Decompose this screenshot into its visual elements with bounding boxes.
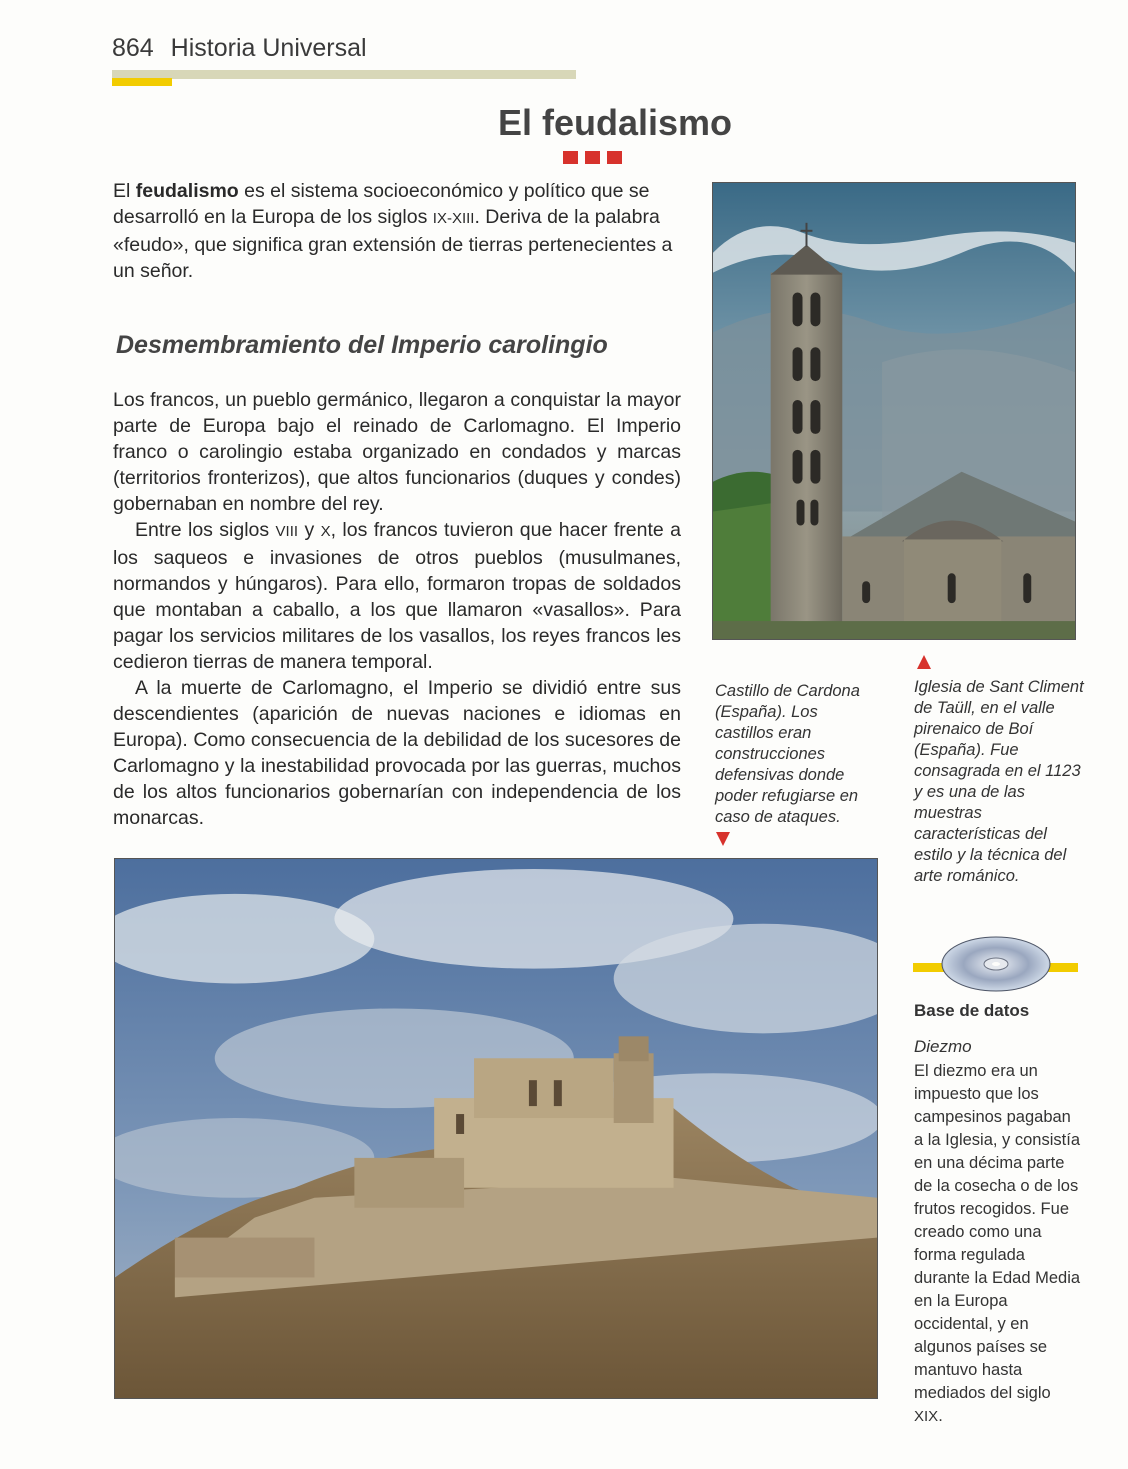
body-paragraph <box>113 517 681 675</box>
down-arrow-icon <box>716 832 730 846</box>
sidebar-text-run: El diezmo era un impuesto que los campesinos pagaban a la Iglesia, y consistía en una décima parte de la cosecha o de los frutos recogidos. Fue creado como una forma regulada durante la Edad Media en la Europa occidental, y en algunos países se mantuvo hasta mediados del siglo <box>914 1062 1081 1402</box>
sidebar-term: Diezmo <box>914 1037 972 1056</box>
body-paragraph: Los francos, un pueblo germánico, llegaron a conquistar la mayor parte de Europa bajo el reinado de Carlomagno. El Imperio franco o carolingio estaba organizado en condados y marcas (territorios fronterizos), que altos funcionarios (duques y condes) gobernaban en nombre del rey. <box>113 389 681 515</box>
title-ornament <box>563 151 622 164</box>
body-paragraph: A la muerte de Carlomagno, el Imperio se dividió entre sus descendientes (aparición de nuevas naciones e idiomas en Europa). Como consecuencia de la debilidad de los sucesores de Carlomagno y la inestabilidad provocada por las guerras, muchos de los altos funcionarios gobernarían con independencia de los monarcas. <box>113 677 681 829</box>
ornament-square <box>563 151 578 164</box>
intro-text: El <box>113 180 136 202</box>
page-number: 864 <box>112 34 154 62</box>
body-text-run: y <box>298 519 321 541</box>
intro-keyword: feudalismo <box>135 180 239 202</box>
header-rule <box>112 70 576 79</box>
intro-paragraph <box>113 178 681 284</box>
century-numeral: X <box>320 523 331 540</box>
castle-caption: Castillo de Cardona (España). Los castillos eran construcciones defensivas donde poder refugiarse en caso de ataques. <box>715 682 860 826</box>
ornament-square <box>607 151 622 164</box>
up-arrow-icon <box>917 655 931 669</box>
sidebar-text <box>914 1060 1084 1428</box>
body-text-run: , los francos tuvieron que hacer frente a los saqueos e invasiones de otros pueblos (musulmanes, normandos y húngaros). Para ello, formaron tropas de soldados que montaban a caballo, a los que llamaron «vasallos». Para pagar los servicios militares de los vasallos, los reyes francos les cedieron tierras de manera temporal. <box>113 519 681 673</box>
body-text-run: Entre los siglos <box>135 519 276 541</box>
running-header <box>112 34 367 63</box>
body-text <box>113 387 681 831</box>
ornament-square <box>585 151 600 164</box>
intro-centuries: IX-XIII <box>432 210 475 227</box>
sidebar-text-run: . <box>938 1407 943 1425</box>
castle-photo <box>114 858 878 1399</box>
intro-text: . Deriva de la palabra «feudo», que significa gran extensión de tierras pertenecientes a un señor. <box>113 206 673 282</box>
cd-icon <box>941 935 1051 993</box>
header-accent-bar <box>112 78 172 86</box>
century-numeral: XIX <box>914 1408 939 1425</box>
church-caption: Iglesia de Sant Climent de Taüll, en el valle pirenaico de Boí (España). Fue consagrada en el 1123 y es una de las muestras características del estilo y la técnica del arte románico. <box>914 678 1084 885</box>
book-title: Historia Universal <box>170 34 367 62</box>
century-numeral: VIII <box>275 523 299 540</box>
intro-text: es el sistema socioeconómico y político que se desarrolló en la Europa de los siglos <box>113 180 650 228</box>
sidebar-heading: Base de datos <box>914 1001 1030 1020</box>
section-subtitle: Desmembramiento del Imperio carolingio <box>116 331 608 359</box>
church-photo <box>712 182 1076 640</box>
page-title: El feudalismo <box>497 102 733 143</box>
